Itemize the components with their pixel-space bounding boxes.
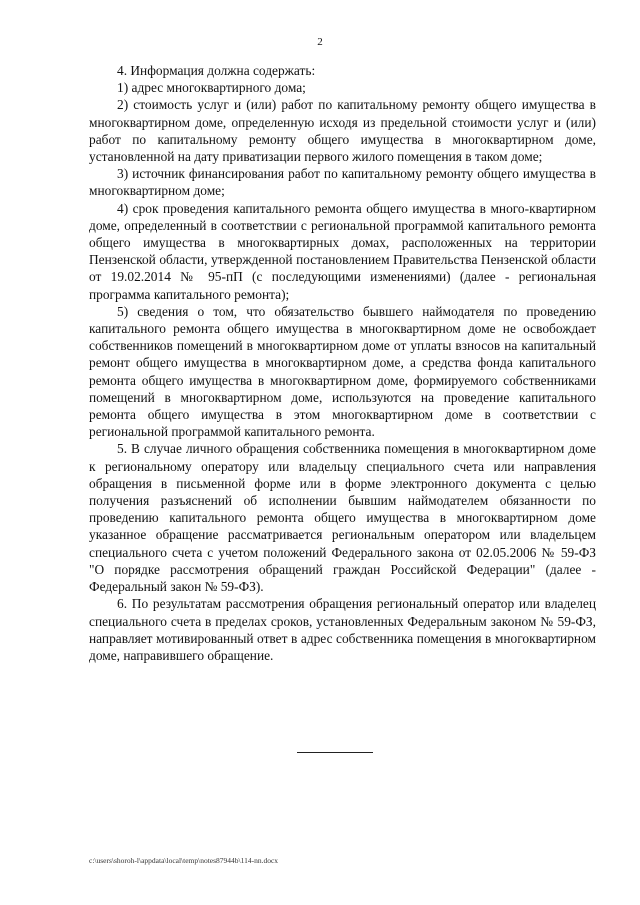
paragraph-4-heading: 4. Информация должна содержать:: [117, 63, 316, 78]
paragraph-4-item-4: 4) срок проведения капитального ремонта общего имущества в много-квартирном доме, определенный в соответствии с региональной программой капитального ремонта общего имущества в многоквартирных домах, расположенных на территории Пензенской области, утвержденной постановлением Правительства Пензенской области от 19.02.2014 № 95-пП (с последующими изменениями) (далее - региональная программа капитального ремонта);: [89, 200, 596, 302]
page-number: 2: [317, 36, 323, 48]
paragraph-5: 5. В случае личного обращения собственника помещения в многоквартирном доме к региональному оператору или владельцу специального счета или направления обращения в письменной форме или в форме электронного документа с целью получения разъяснений об исполнении бывшим наймодателем обязанности по проведению капитального ремонта общего имущества в многоквартирном доме указанное обращение рассматривается региональным оператором или владельцем специального счета с учетом положений Федерального закона от 02.05.2006 № 59-ФЗ "О порядке рассмотрения обращений граждан Российской Федерации" (далее - Федеральный закон № 59-ФЗ).: [89, 441, 596, 595]
end-divider: [297, 752, 373, 753]
paragraph-4-item-1: 1) адрес многоквартирного дома;: [117, 80, 306, 96]
paragraph-4-item-3: 3) источник финансирования работ по капитальному ремонту общего имущества в многоквартирном доме;: [89, 166, 596, 199]
document-body: [89, 62, 596, 664]
footer-file-path: c:\users\shoroh-l\appdata\local\temp\notes87944b\114-nn.docx: [89, 856, 279, 865]
paragraph-4-item-5: 5) сведения о том, что обязательство бывшего наймодателя по проведению капитального ремонта общего имущества в многоквартирном доме не освобождает собственников помещений в многоквартирном доме от уплаты взносов на капитальный ремонт общего имущества в многоквартирном доме, а средства фонда капитального ремонта общего имущества в многоквартирном доме, формируемого собственниками помещений в многоквартирном доме, используются на проведение капитального ремонта общего имущества в этом многоквартирном доме в соответствии с региональной программой капитального ремонта.: [89, 303, 596, 440]
paragraph-4-item-2: 2) стоимость услуг и (или) работ по капитальному ремонту общего имущества в многоквартирном доме, определенную исходя из предельной стоимости услуг и (или) работ по капитальному ремонту общего имущества в многоквартирном доме, установленной на дату приватизации первого жилого помещения в таком доме;: [89, 97, 596, 165]
paragraph-6: 6. По результатам рассмотрения обращения региональный оператор или владелец специального счета в пределах сроков, установленных Федеральным законом № 59-ФЗ, направляет мотивированный ответ в адрес собственника помещения в многоквартирном доме, направившего обращение.: [89, 596, 596, 663]
